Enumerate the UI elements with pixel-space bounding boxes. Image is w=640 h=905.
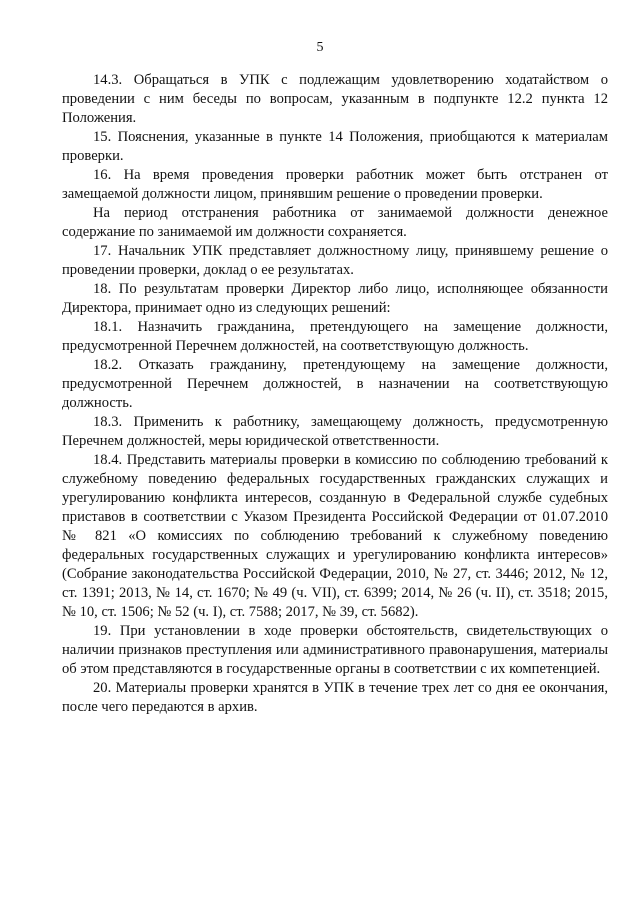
paragraph-18: 18. По результатам проверки Директор либо лицо, исполняющее обязанности Директора, принимает одно из следующих решений: [62,281,608,316]
document-body [62,71,608,717]
paragraph-19: 19. При установлении в ходе проверки обстоятельств, свидетельствующих о наличии признаков преступления или административного правонарушения, материалы об этом представляются в государственные органы в соответствии с их компетенцией. [62,623,608,677]
page-number: 5 [316,40,324,55]
paragraph-15: 15. Пояснения, указанные в пункте 14 Положения, приобщаются к материалам проверки. [62,129,608,164]
paragraph-16-salary: На период отстранения работника от занимаемой должности денежное содержание по занимаемой им должности сохраняется. [62,205,608,240]
paragraph-18-4: 18.4. Представить материалы проверки в комиссию по соблюдению требований к служебному поведению федеральных государственных гражданских служащих и урегулированию конфликта интересов, созданную в Федеральной службе судебных приставов в соответствии с Указом Президента Российской Федерации от 01.07.2010 № 821 «О комиссиях по соблюдению требований к служебному поведению федеральных государственных служащих и урегулированию конфликта интересов» (Собрание законодательства Российской Федерации, 2010, № 27, ст. 3446; 2012, № 12, ст. 1391; 2013, № 14, ст. 1670; № 49 (ч. VII), ст. 6399; 2014, № 26 (ч. II), ст. 3518; 2015, № 10, ст. 1506; № 52 (ч. I), ст. 7588; 2017, № 39, ст. 5682). [62,452,608,620]
paragraph-18-3: 18.3. Применить к работнику, замещающему должность, предусмотренную Перечнем должностей, меры юридической ответственности. [62,414,608,449]
paragraph-18-1: 18.1. Назначить гражданина, претендующего на замещение должности, предусмотренной Перечнем должностей, на соответствующую должность. [62,319,608,354]
paragraph-14-3: 14.3. Обращаться в УПК с подлежащим удовлетворению ходатайством о проведении с ним беседы по вопросам, указанным в подпункте 12.2 пункта 12 Положения. [62,72,608,126]
paragraph-16: 16. На время проведения проверки работник может быть отстранен от замещаемой должности лицом, принявшим решение о проведении проверки. [62,167,608,202]
paragraph-17: 17. Начальник УПК представляет должностному лицу, принявшему решение о проведении проверки, доклад о ее результатах. [62,243,608,278]
paragraph-20: 20. Материалы проверки хранятся в УПК в течение трех лет со дня ее окончания, после чего передаются в архив. [62,680,608,715]
paragraph-18-2: 18.2. Отказать гражданину, претендующему на замещение должности, предусмотренной Перечнем должностей, в назначении на соответствующую должность. [62,357,608,411]
